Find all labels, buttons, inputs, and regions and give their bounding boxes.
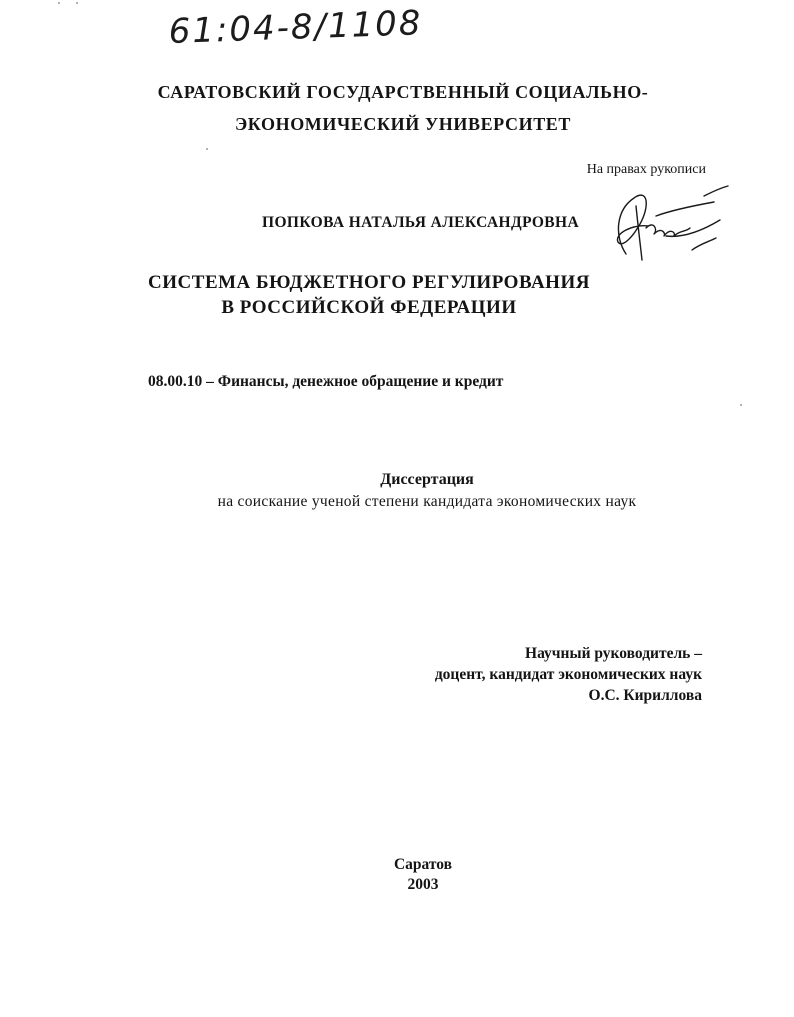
specialty-code: 08.00.10 – Финансы, денежное обращение и кредит <box>148 373 504 390</box>
supervisor-degree: доцент, кандидат экономических наук <box>434 666 702 683</box>
university-name-line2: ЭКОНОМИЧЕСКИЙ УНИВЕРСИТЕТ <box>234 114 572 134</box>
scan-artifact <box>206 148 208 150</box>
signature-icon <box>596 176 736 276</box>
dissertation-title-line1: СИСТЕМА БЮДЖЕТНОГО РЕГУЛИРОВАНИЯ <box>148 272 590 293</box>
university-name <box>6 76 794 140</box>
scan-artifact <box>76 2 78 4</box>
manuscript-rights-note: На правах рукописи <box>586 162 706 177</box>
author-name: ПОПКОВА НАТАЛЬЯ АЛЕКСАНДРОВНА <box>262 214 580 231</box>
university-name-line1: САРАТОВСКИЙ ГОСУДАРСТВЕННЫЙ СОЦИАЛЬНО- <box>157 82 649 102</box>
document-type-heading: Диссертация <box>380 471 474 488</box>
scan-artifact <box>58 2 60 4</box>
archive-number-handwritten: 61:04-8/1108 <box>168 3 424 52</box>
supervisor-role: Научный руководитель – <box>525 645 702 662</box>
place-and-year <box>26 855 794 895</box>
supervisor-name: О.С. Кириллова <box>588 687 702 704</box>
document-type-subheading: на соискание ученой степени кандидата экономических наук <box>217 493 637 510</box>
city-name: Саратов <box>393 856 453 873</box>
scan-artifact <box>740 404 742 406</box>
scientific-supervisor <box>435 643 702 706</box>
dissertation-title-line2: В РОССИЙСКОЙ ФЕДЕРАЦИИ <box>221 297 517 318</box>
document-type <box>30 469 794 513</box>
year: 2003 <box>407 876 439 893</box>
dissertation-title <box>0 270 766 320</box>
